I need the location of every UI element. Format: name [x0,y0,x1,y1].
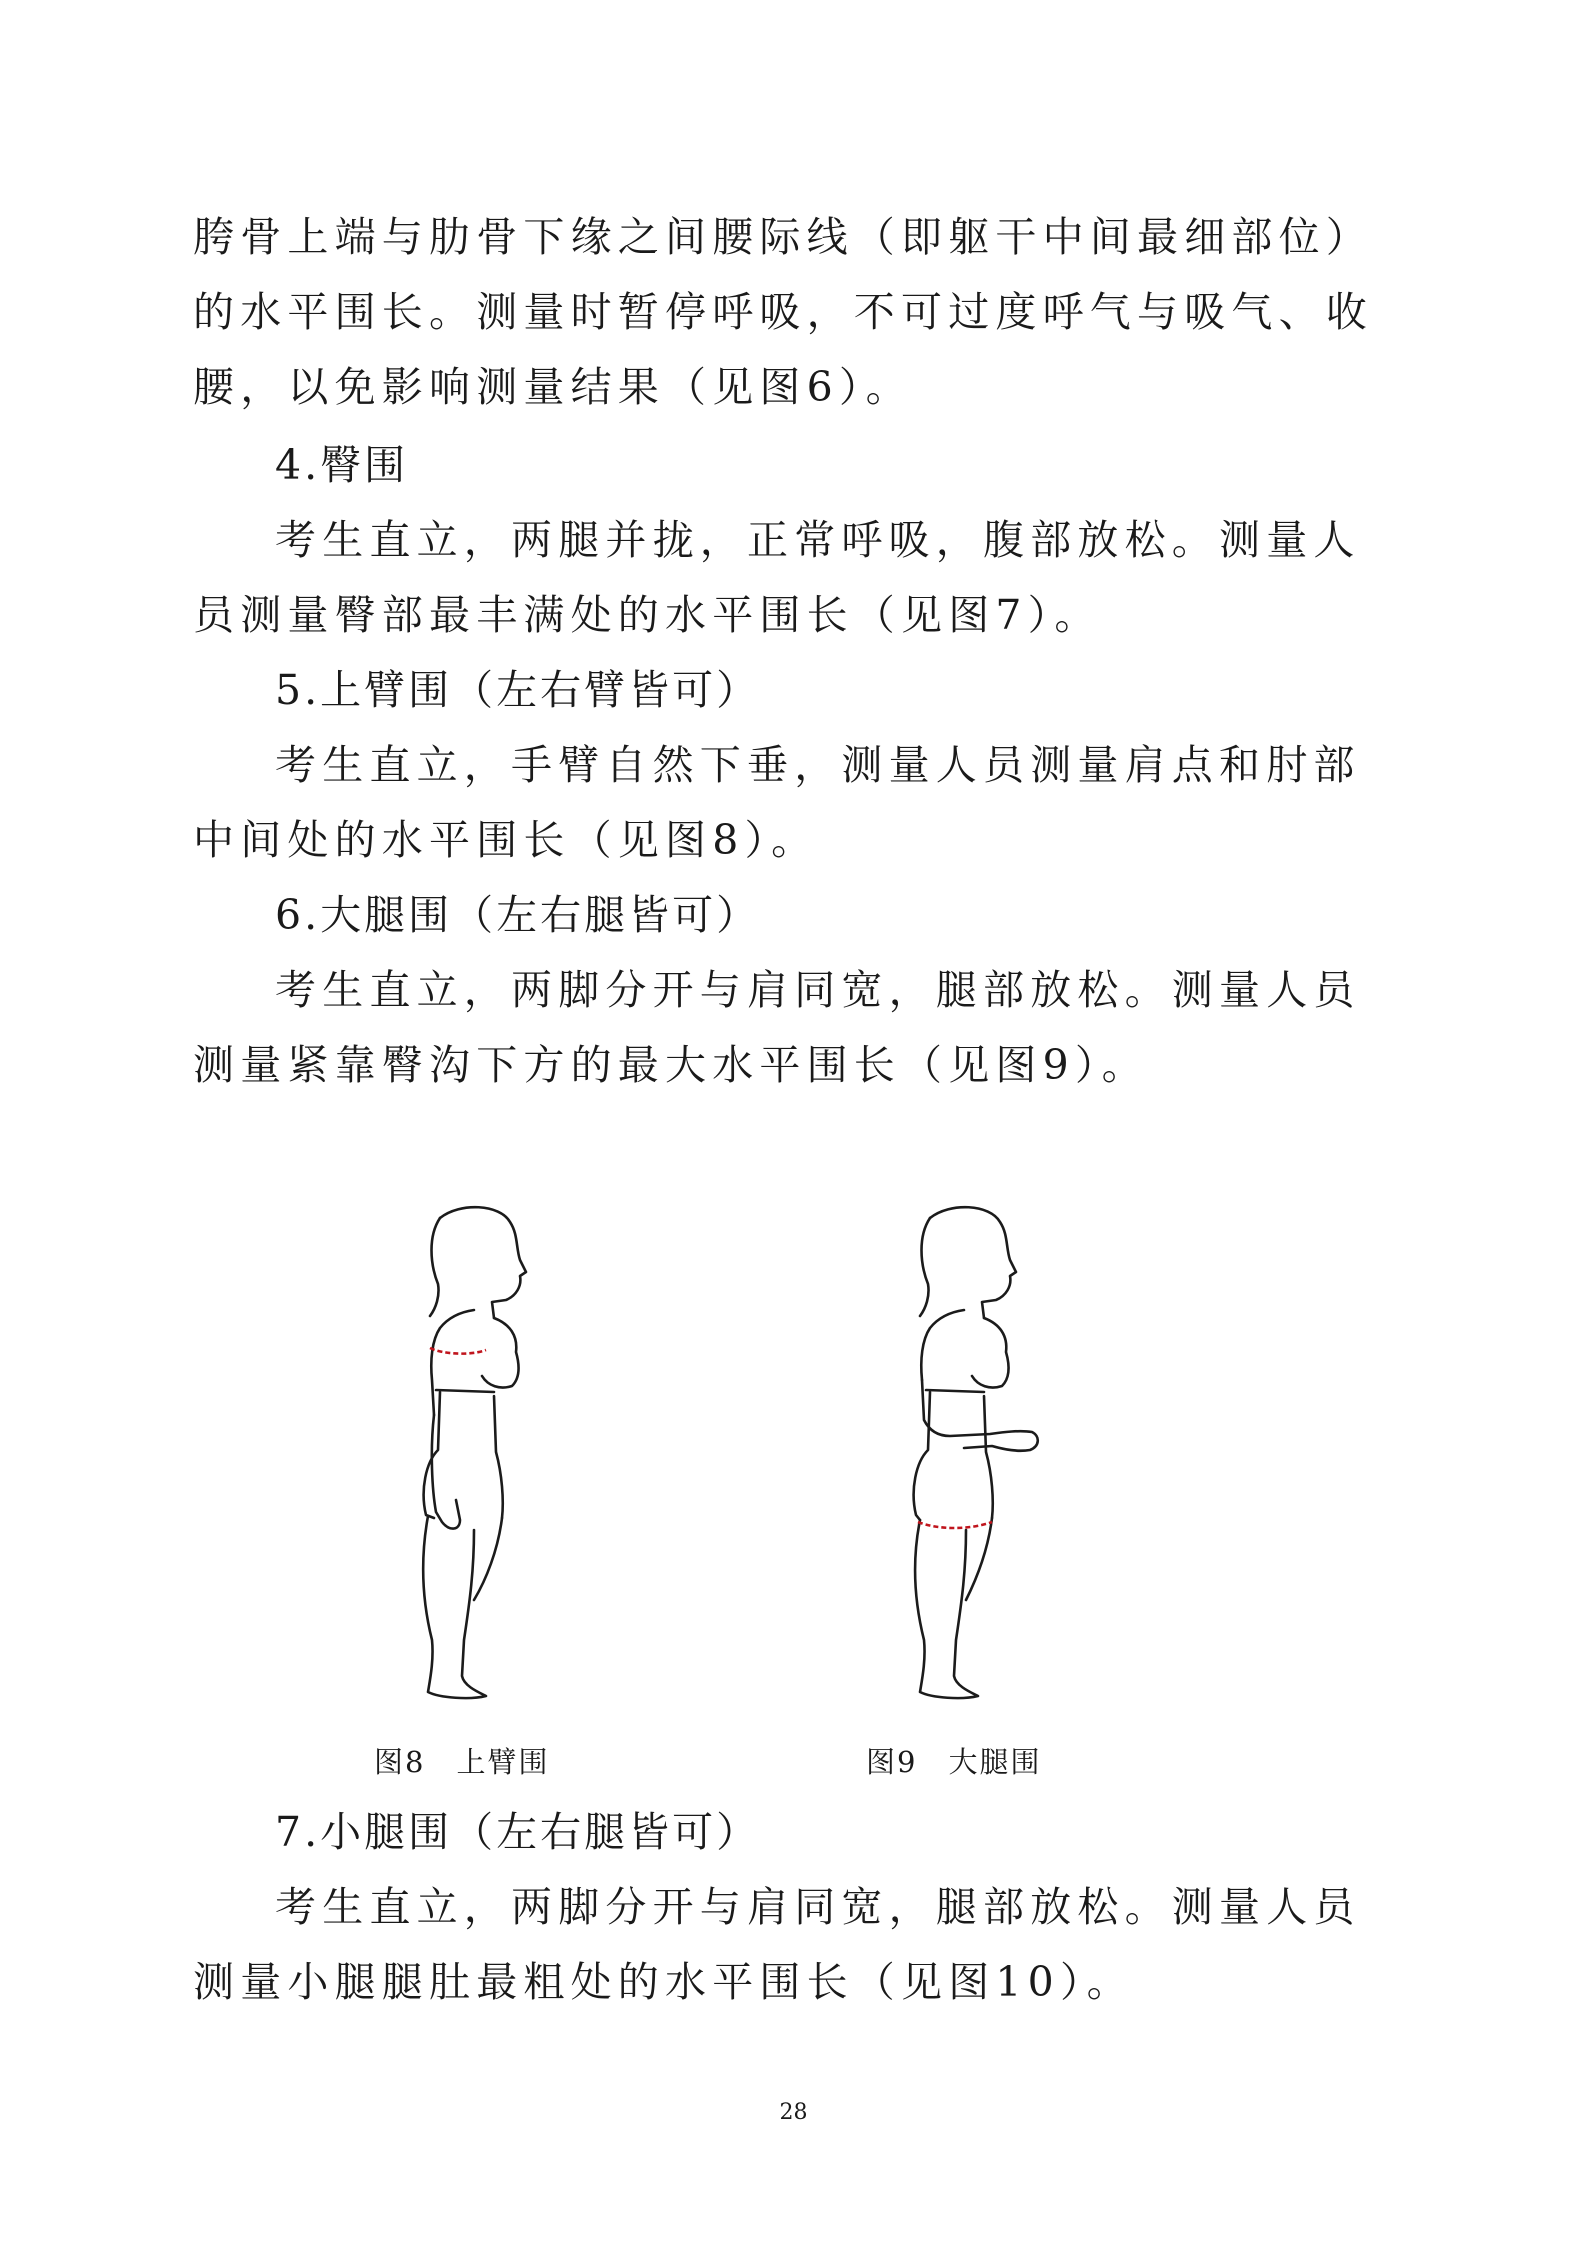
standing-woman-arm-icon [370,1200,650,1720]
paragraph-thigh: 考生直立，两脚分开与肩同宽，腿部放松。测量人员测量紧靠臀沟下方的最大水平围长（见图9）。 [193,966,1361,1089]
figure-thigh [880,1200,1160,1720]
caption-figure-8: 图8 上臂围 [374,1745,550,1779]
paragraph-hip: 考生直立，两腿并拢，正常呼吸，腹部放松。测量人员测量臀部最丰满处的水平围长（见图7）。 [193,516,1361,639]
standing-woman-thigh-icon [880,1200,1160,1720]
page-number: 28 [779,2100,808,2125]
paragraph-calf: 考生直立，两脚分开与肩同宽，腿部放松。测量人员测量小腿腿肚最粗处的水平围长（见图10）。 [193,1883,1361,2006]
heading-hip: 4.臀围 [275,441,409,489]
heading-upper-arm: 5.上臂围（左右臂皆可） [275,666,761,714]
caption-figure-9: 图9 大腿围 [866,1745,1042,1779]
figure-upper-arm [370,1200,650,1720]
heading-calf: 7.小腿围（左右腿皆可） [275,1808,761,1856]
paragraph-waist-continued: 胯骨上端与肋骨下缘之间腰际线（即躯干中间最细部位）的水平围长。测量时暂停呼吸，不可过度呼气与吸气、收腰，以免影响测量结果（见图6）。 [193,213,1373,411]
paragraph-upper-arm: 考生直立，手臂自然下垂，测量人员测量肩点和肘部中间处的水平围长（见图8）。 [193,741,1361,864]
heading-thigh: 6.大腿围（左右腿皆可） [275,891,761,939]
